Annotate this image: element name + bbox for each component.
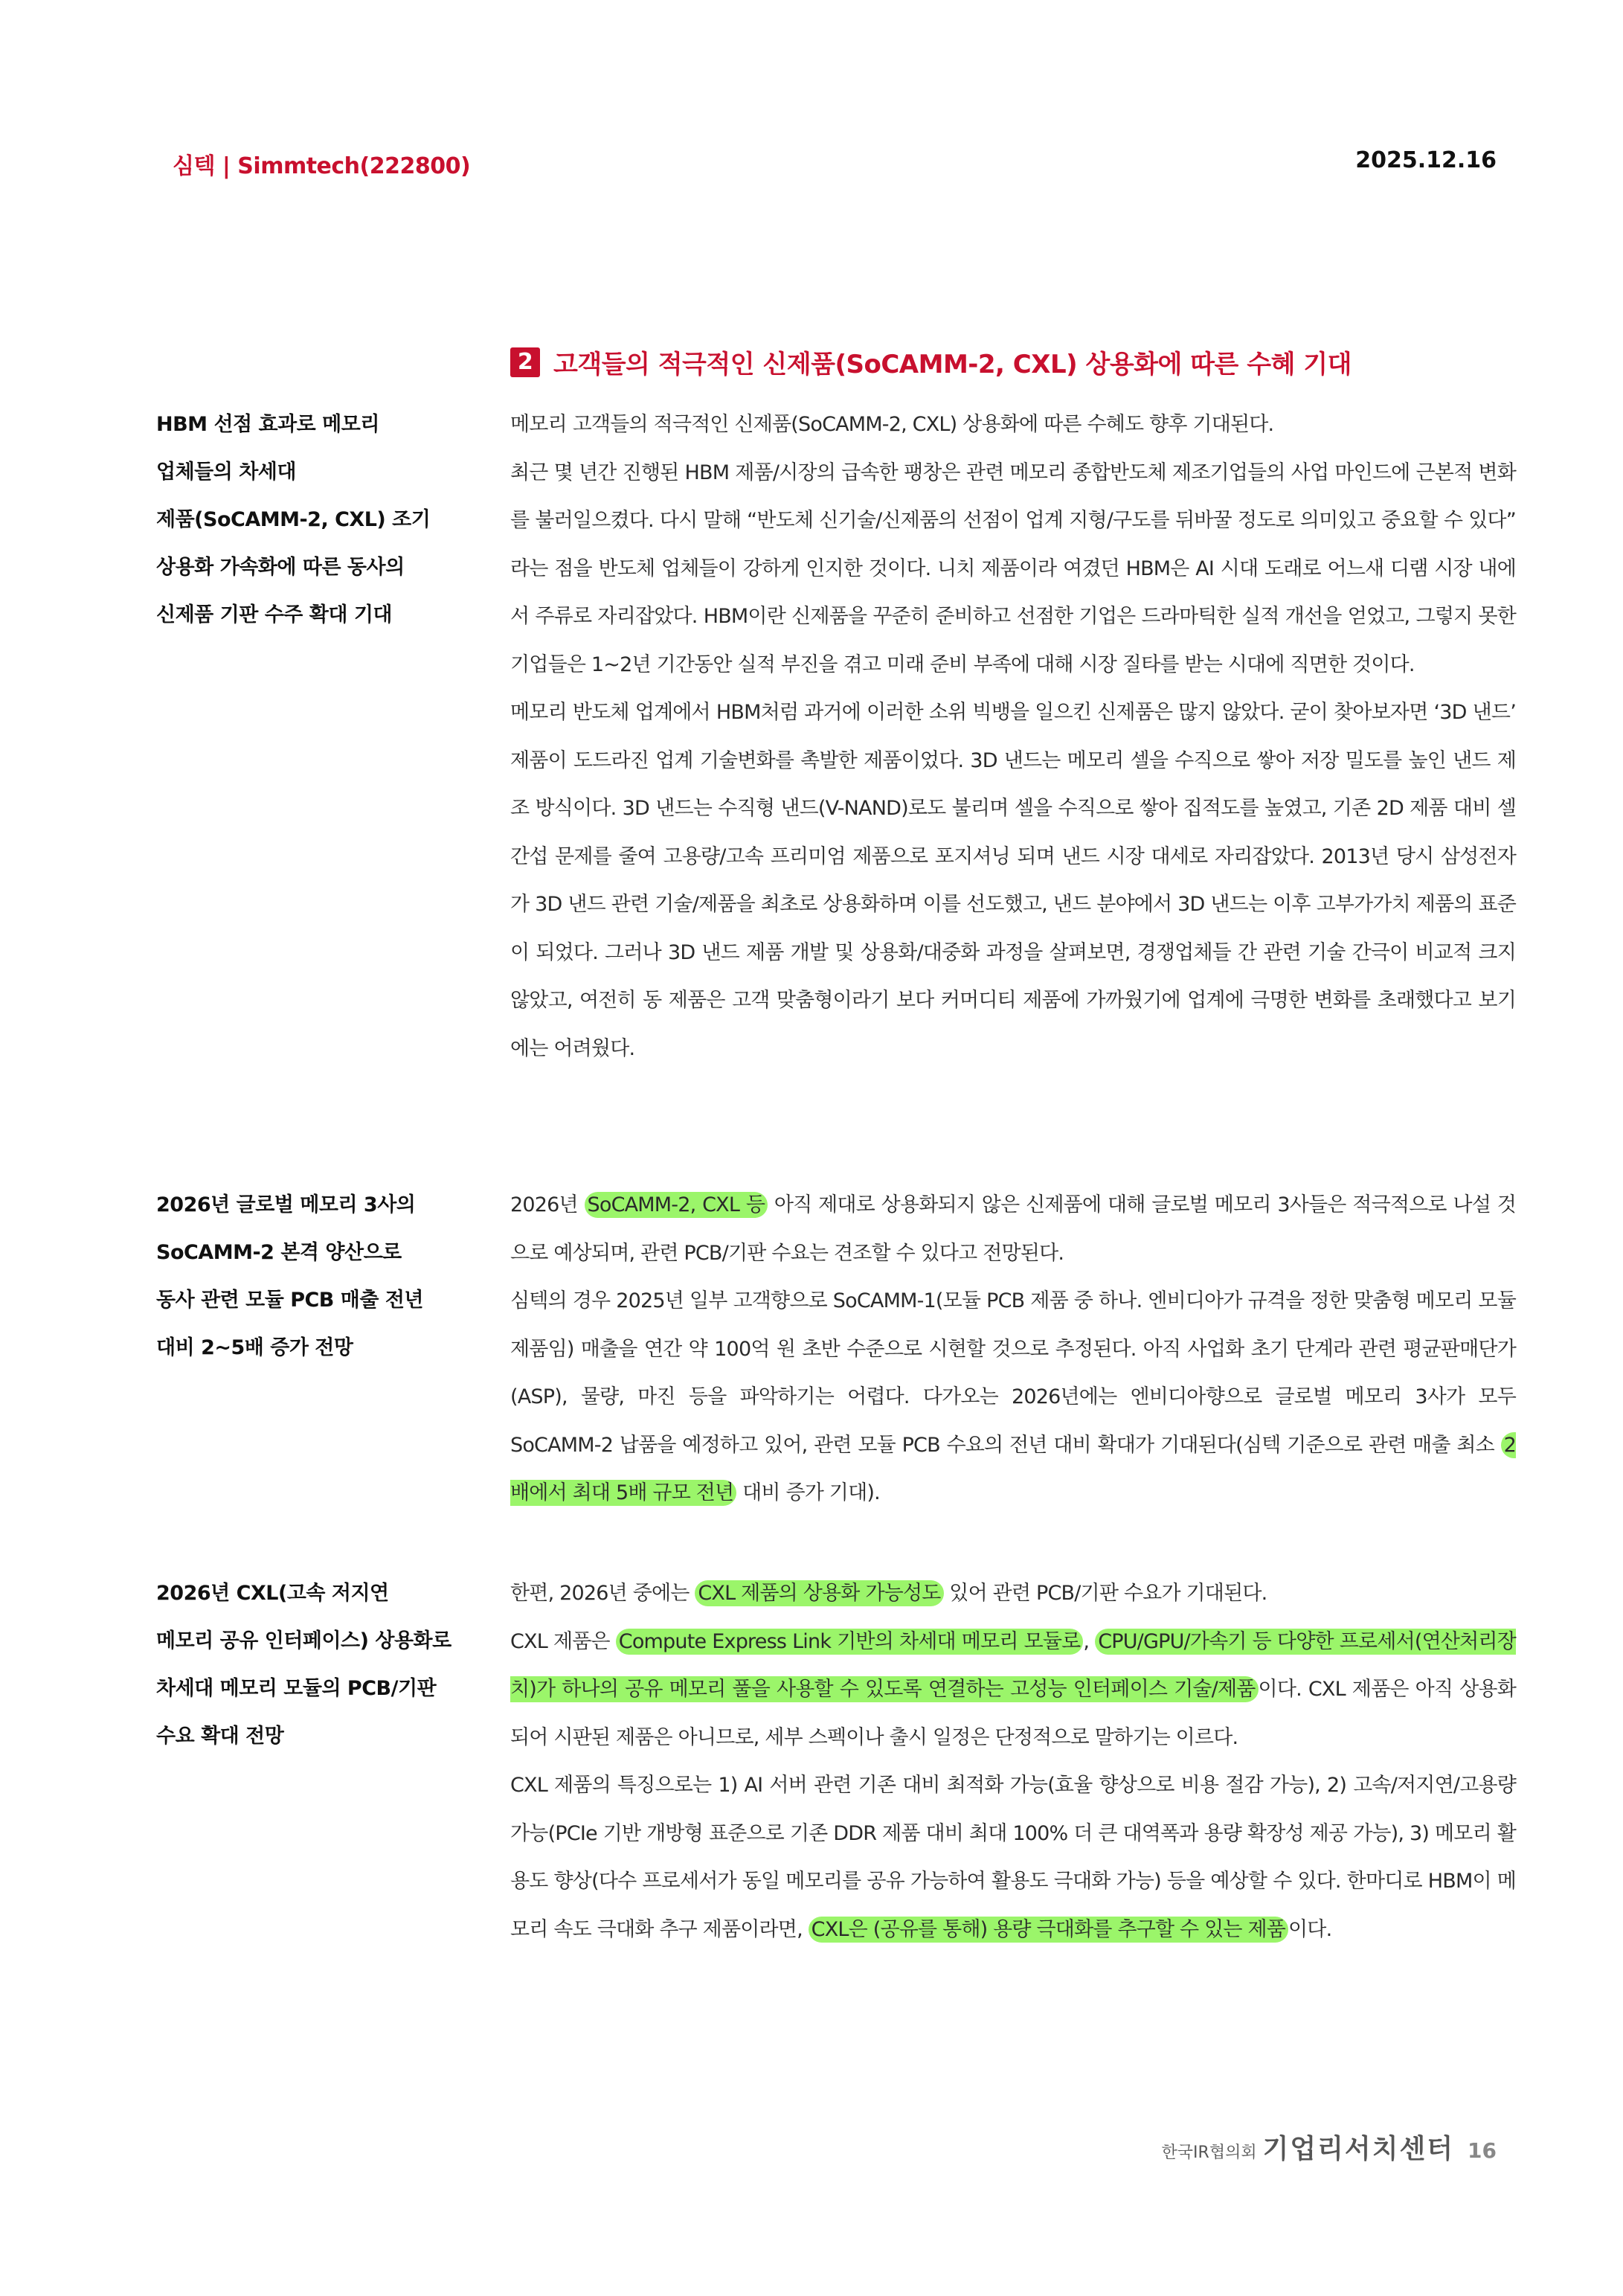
sidebar-line: 차세대 메모리 모듈의 PCB/기판 [156, 1677, 437, 1700]
sidebar-line: 제품(SoCAMM-2, CXL) 조기 [156, 508, 431, 531]
text-run: CXL 제품의 특징으로는 1) AI 서버 관련 기존 대비 최적화 가능(효율 향상으로 비용 절감 가능), 2) 고속/저지연/고용량 가능(PCIe 기반 개방형 표준으로 기존 DDR 제품 대비 최대 100% 더 큰 대역폭과 용량 확장성 제공 가능), 3) 메모리 활용도 향상(다수 프로세서가 동일 메모리를 공유 가능하여 활용도 극대화 가능) 등을 예상할 수 있다. 한마디로 HBM이 메모리 속도 극대화 추구 제품이라면, [510, 1774, 1516, 1941]
text-run: 대비 증가 기대). [736, 1481, 880, 1504]
paragraph [510, 1618, 1516, 1763]
header-company: 심텍 | Simmtech(222800) [173, 153, 471, 179]
text-run: 심텍의 경우 2025년 일부 고객향으로 SoCAMM-1(모듈 PCB 제품 중 하나. 엔비디아가 규격을 정한 맞춤형 메모리 모듈 제품임) 매출을 연간 약 100억 원 초반 수준으로 시현할 것으로 추정된다. 아직 사업화 초기 단계라 관련 평균판매단가(ASP), 물량, 마진 등을 파악하기는 어렵다. 다가오는 2026년에는 엔비디아향으로 글로벌 메모리 3사가 모두 SoCAMM-2 납품을 예정하고 있어, 관련 모듈 PCB 수요의 전년 대비 확대가 기대된다(심텍 기준으로 관련 매출 최소 [510, 1289, 1516, 1457]
body-block-1 [510, 401, 1516, 1073]
footer-org-small: 한국IR협의회 [1161, 2143, 1257, 2162]
highlight: CXL 제품의 상용화 가능성도 [695, 1580, 943, 1606]
sidebar-line: 상용화 가속화에 따른 동사의 [156, 556, 405, 579]
paragraph [510, 1181, 1516, 1277]
page-number: 16 [1468, 2138, 1497, 2163]
section-title [510, 344, 1352, 380]
text-run: 2026년 [510, 1193, 585, 1216]
sidebar-line: 신제품 기판 수주 확대 기대 [156, 603, 393, 626]
text-run: 한편, 2026년 중에는 [510, 1582, 695, 1605]
highlight: SoCAMM-2, CXL 등 [585, 1192, 768, 1218]
sidebar-line: 동사 관련 모듈 PCB 매출 전년 [156, 1289, 424, 1312]
text-run: 있어 관련 PCB/기판 수요가 기대된다. [943, 1582, 1267, 1605]
paragraph [510, 1570, 1516, 1618]
body-block-3 [510, 1570, 1516, 1954]
sidebar-line: 2026년 글로벌 메모리 3사의 [156, 1193, 416, 1216]
highlight: Compute Express Link 기반의 차세대 메모리 모듈로 [616, 1629, 1084, 1655]
header-date: 2025.12.16 [1355, 147, 1497, 173]
sidebar-line: 메모리 공유 인터페이스) 상용화로 [156, 1629, 451, 1652]
sidebar-line: 2026년 CXL(고속 저지연 [156, 1582, 389, 1605]
section-number: 2 [510, 347, 540, 377]
highlight: CPU/GPU/가속기 등 다양한 프로세서(연산처리장치)가 하나의 공유 메모리 풀을 사용할 수 있도록 연결하는 고성능 인터페이스 기술/제품 [510, 1629, 1516, 1701]
sidebar-line: 대비 2~5배 증가 전망 [156, 1336, 353, 1359]
sidebar-line: SoCAMM-2 본격 양산으로 [156, 1241, 402, 1264]
sidebar-summary-3 [156, 1570, 469, 1760]
footer [1162, 2128, 1497, 2166]
text-run: CXL 제품은 [510, 1629, 616, 1653]
paragraph: 메모리 고객들의 적극적인 신제품(SoCAMM-2, CXL) 상용화에 따른 수혜도 향후 기대된다. [510, 413, 1274, 436]
sidebar-line: HBM 선점 효과로 메모리 [156, 413, 379, 436]
text-run: , [1083, 1629, 1096, 1653]
sidebar-line: 업체들의 차세대 [156, 461, 296, 484]
text-run: 이다. CXL 제품은 아직 상용화되어 시판된 제품은 아니므로, 세부 스펙이나 출시 일정은 단정적으로 말하기는 이르다. [510, 1678, 1516, 1749]
paragraph [510, 1762, 1516, 1954]
text-run: 이다. [1288, 1917, 1332, 1941]
sidebar-line: 수요 확대 전망 [156, 1725, 284, 1748]
body-block-2 [510, 1181, 1516, 1518]
footer-org-name: 기업리서치센터 [1262, 2134, 1455, 2164]
sidebar-summary-1 [156, 401, 469, 639]
paragraph: 메모리 반도체 업계에서 HBM처럼 과거에 이러한 소위 빅뱅을 일으킨 신제품은 많지 않았다. 굳이 찾아보자면 ‘3D 낸드’ 제품이 도드라진 업계 기술변화를 촉발한 제품이었다. 3D 낸드는 메모리 셀을 수직으로 쌓아 저장 밀도를 높인 낸드 제조 방식이다. 3D 낸드는 수직형 낸드(V-NAND)로도 불리며 셀을 수직으로 쌓아 집적도를 높였고, 기존 2D 제품 대비 셀 간섭 문제를 줄여 고용량/고속 프리미엄 제품으로 포지셔닝 되며 낸드 시장 대세로 자리잡았다. 2013년 당시 삼성전자가 3D 낸드 관련 기술/제품을 최초로 상용화하며 이를 선도했고, 낸드 분야에서 3D 낸드는 이후 고부가가치 제품의 표준이 되었다. 그러나 3D 낸드 제품 개발 및 상용화/대중화 과정을 살펴보면, 경쟁업체들 간 관련 기술 간극이 비교적 크지 않았고, 여전히 동 제품은 고객 맞춤형이라기 보다 커머디티 제품에 가까웠기에 업계에 극명한 변화를 초래했다고 보기에는 어려웠다. [510, 701, 1516, 1060]
paragraph [510, 1277, 1516, 1518]
sidebar-summary-2 [156, 1181, 469, 1372]
paragraph: 최근 몇 년간 진행된 HBM 제품/시장의 급속한 팽창은 관련 메모리 종합반도체 제조기업들의 사업 마인드에 근본적 변화를 불러일으켰다. 다시 말해 “반도체 신기술/신제품의 선점이 업계 지형/구도를 뒤바꿀 정도로 의미있고 중요할 수 있다” 라는 점을 반도체 업체들이 강하게 인지한 것이다. 니치 제품이라 여겼던 HBM은 AI 시대 도래로 어느새 디램 시장 내에서 주류로 자리잡았다. HBM이란 신제품을 꾸준히 준비하고 선점한 기업은 드라마틱한 실적 개선을 얻었고, 그렇지 못한 기업들은 1~2년 기간동안 실적 부진을 겪고 미래 준비 부족에 대해 시장 질타를 받는 시대에 직면한 것이다. [510, 461, 1516, 676]
highlight: 2배에서 최대 5배 규모 전년 [510, 1433, 1516, 1504]
text-run: 아직 제대로 상용화되지 않은 신제품에 대해 글로벌 메모리 3사들은 적극적으로 나설 것으로 예상되며, 관련 PCB/기판 수요는 견조할 수 있다고 전망된다. [510, 1193, 1516, 1265]
section-title-text: 고객들의 적극적인 신제품(SoCAMM-2, CXL) 상용화에 따른 수혜 기대 [553, 350, 1352, 379]
highlight: CXL은 (공유를 통해) 용량 극대화를 추구할 수 있는 제품 [809, 1917, 1288, 1943]
